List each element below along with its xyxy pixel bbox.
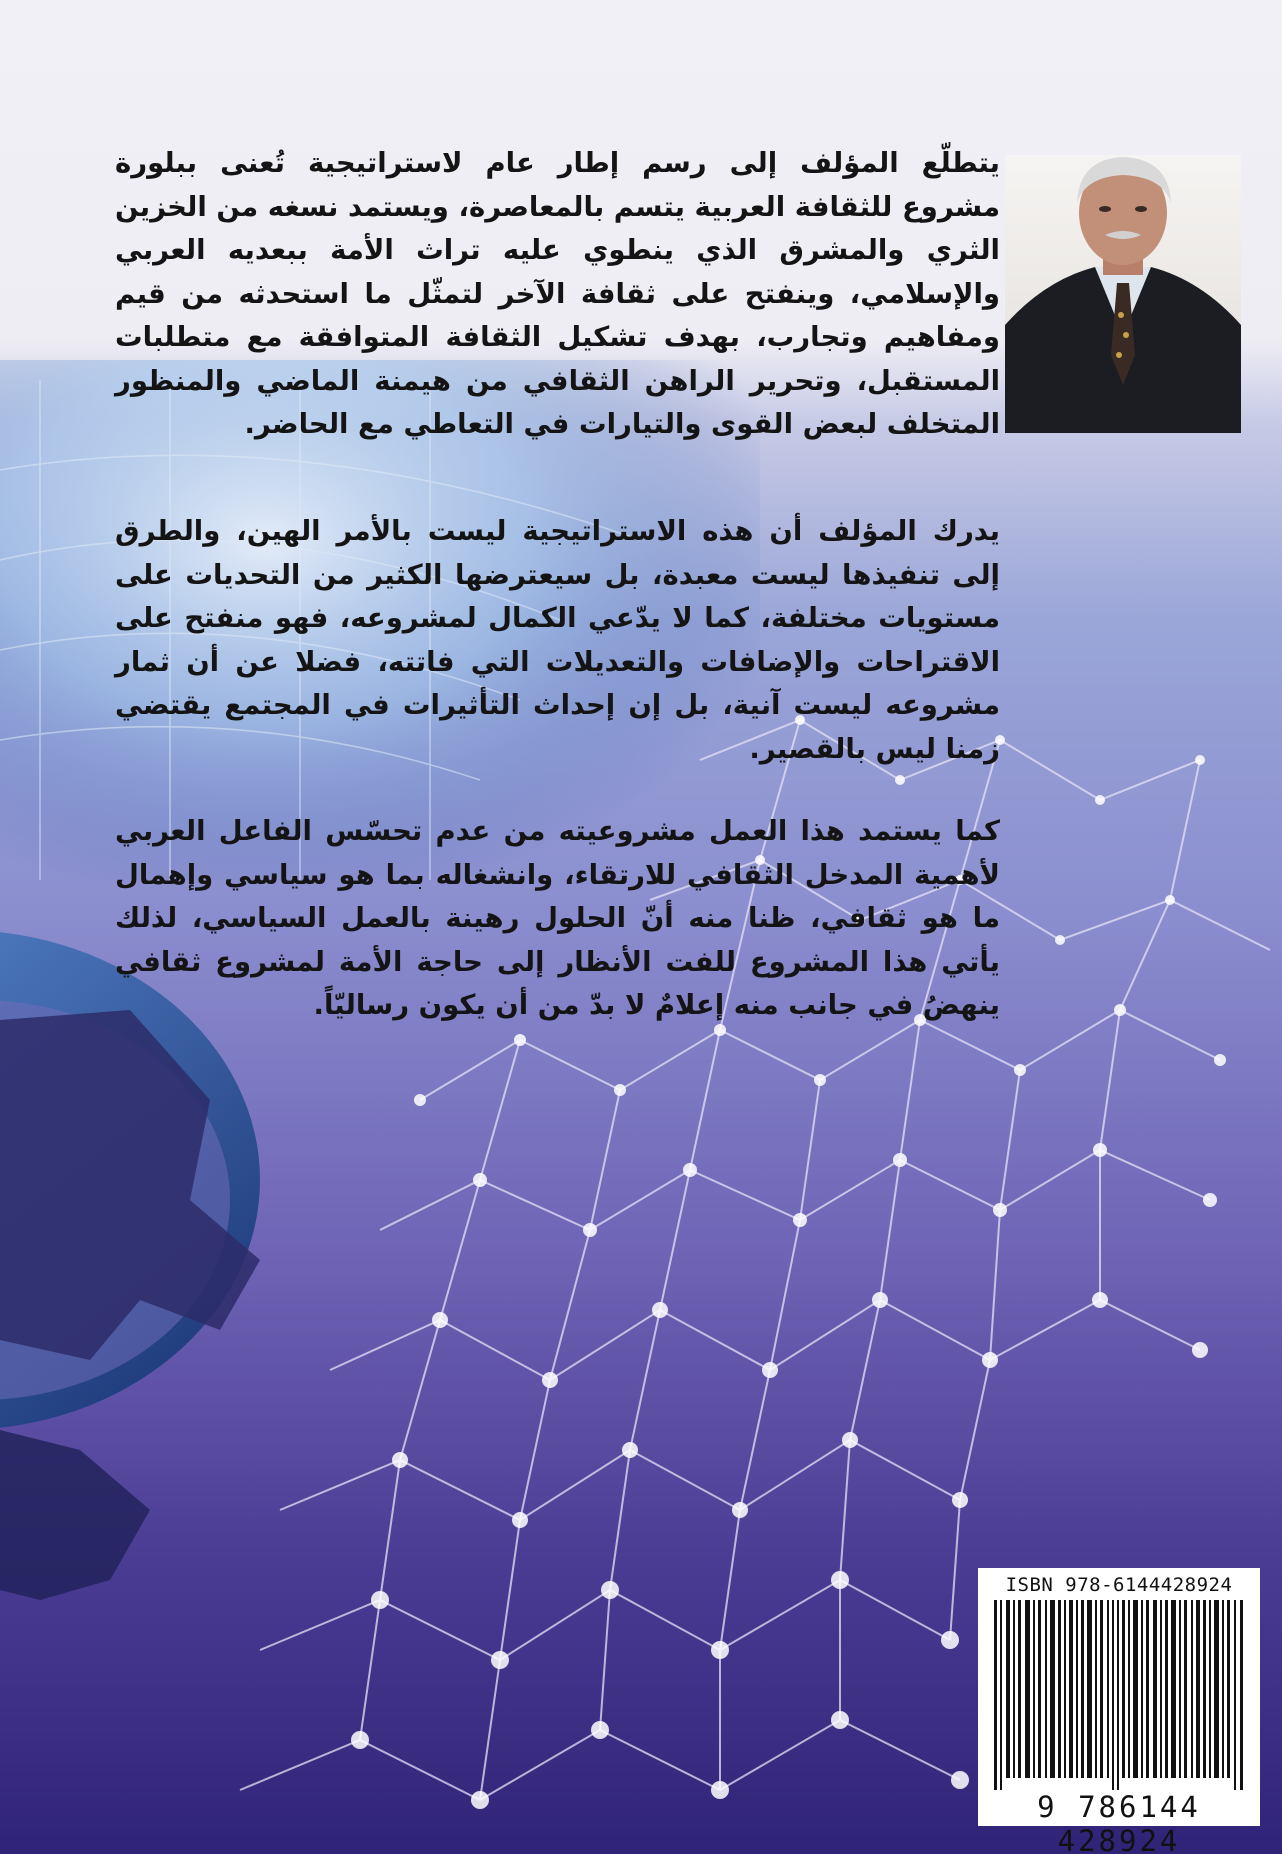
barcode-bars-icon <box>990 1600 1248 1790</box>
barcode-digits: 9 786144 428924 <box>1037 1790 1201 1854</box>
author-portrait-icon <box>1005 155 1241 433</box>
description-paragraph-2: يدرك المؤلف أن هذه الاستراتيجية ليست بالأمر الهين، والطرق إلى تنفيذها ليست معبدة، بل سيعترضها الكثير من التحديات على مستويات مختلفة، كما لا يدّعي الكمال لمشروعه، فهو منفتح على الاقتراحات والإضافات والتعديلات التي فاتته، فضلا عن أن ثمار مشروعه ليست آنية، بل إن إحداث التأثيرات في المجتمع يقتضي زمنا ليس بالقصير. <box>115 515 1000 765</box>
author-photo <box>1005 155 1241 433</box>
isbn-barcode <box>978 1568 1260 1854</box>
description-paragraph-3: كما يستمد هذا العمل مشروعيته من عدم تحسّس الفاعل العربي لأهمية المدخل الثقافي للارتقاء، وانشغاله بما هو سياسي وإهمال ما هو ثقافي، ظنا منه أنّ الحلول رهينة بالعمل السياسي، لذلك يأتي هذا المشروع للفت الأنظار إلى حاجة الأمة لمشروع ثقافي ينهضُ في جانب منه إعلامٌ لا بدّ من أن يكون رساليّاً. <box>115 815 1000 1021</box>
description-paragraph-1: يتطلّع المؤلف إلى رسم إطار عام لاستراتيجية تُعنى ببلورة مشروع للثقافة العربية يتسم بالمعاصرة، ويستمد نسغه من الخزين الثري والمشرق الذي ينطوي عليه تراث الأمة ببعديه العربي والإسلامي، وينفتح على ثقافة الآخر لتمثّل ما استحدثه من قيم ومفاهيم وتجارب، بهدف تشكيل الثقافة المتوافقة مع متطلبات المستقبل، وتحرير الراهن الثقافي من هيمنة الماضي والمنظور المتخلف لبعض القوى والتيارات في التعاطي مع الحاضر. <box>115 147 1000 440</box>
isbn-label: ISBN 978-6144428924 <box>1005 1574 1233 1596</box>
